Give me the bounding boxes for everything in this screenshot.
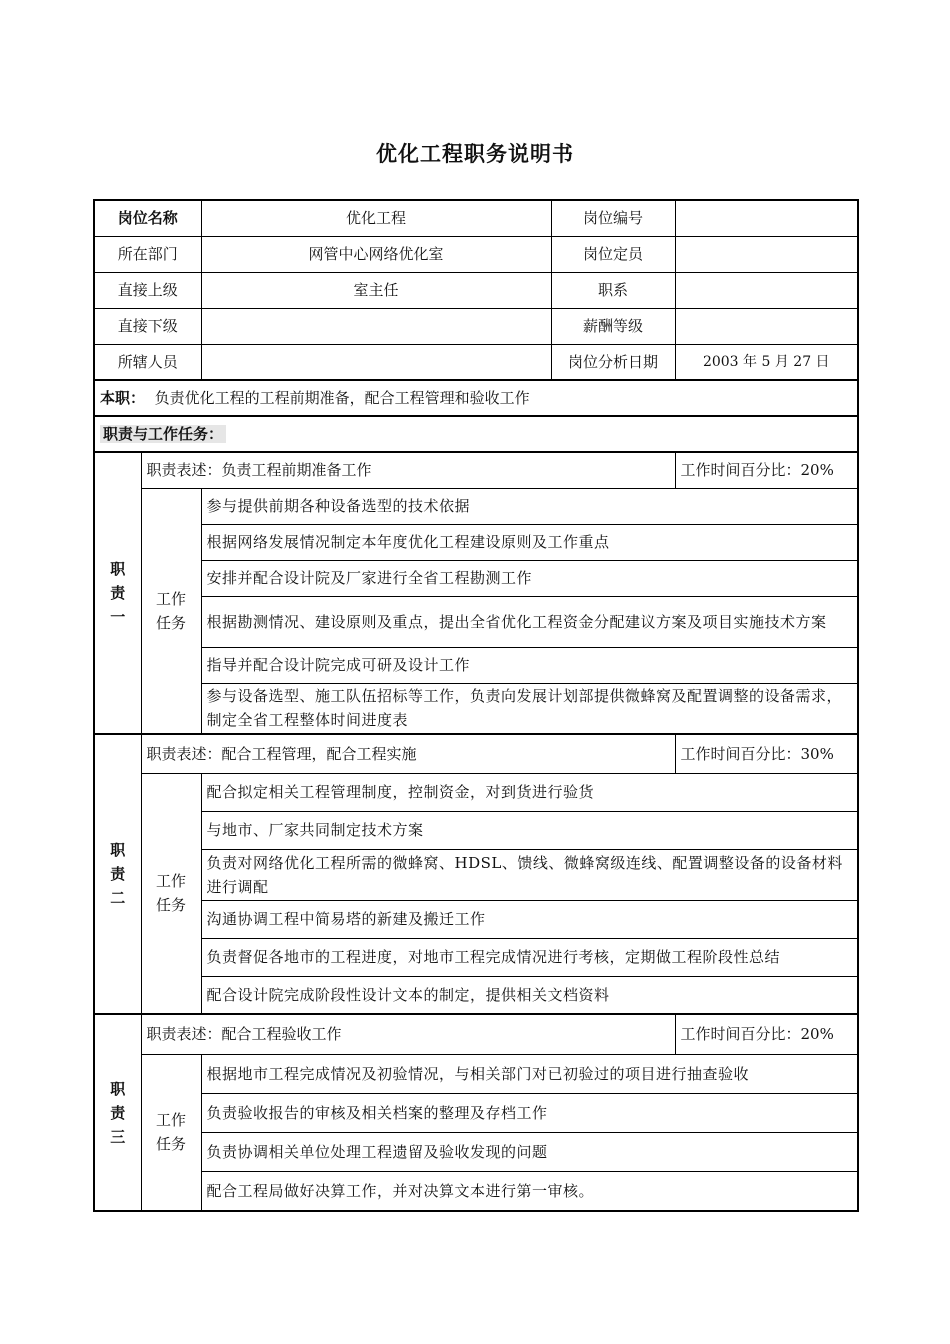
header-label: 岗位名称	[94, 200, 201, 236]
header-label: 所在部门	[94, 236, 201, 272]
header-value: 优化工程	[201, 200, 551, 236]
task-item: 负责对网络优化工程所需的微蜂窝、HDSL、馈线、微蜂窝级连线、配置调整设备的设备材料进行调配	[201, 849, 858, 900]
header-value: 网管中心网络优化室	[201, 236, 551, 272]
header-label: 职系	[551, 272, 675, 308]
task-item: 指导并配合设计院完成可研及设计工作	[201, 647, 858, 683]
header-row	[94, 344, 858, 380]
task-row	[94, 938, 858, 976]
task-item: 根据地市工程完成情况及初验情况，与相关部门对已初验过的项目进行抽查验收	[201, 1054, 858, 1093]
task-item: 根据勘测情况、建设原则及重点，提出全省优化工程资金分配建议方案及项目实施技术方案	[201, 596, 858, 647]
duties-heading: 职责与工作任务：	[100, 425, 226, 443]
header-label: 岗位定员	[551, 236, 675, 272]
task-row	[94, 596, 858, 647]
header-label: 岗位分析日期	[551, 344, 675, 380]
task-row	[94, 488, 858, 524]
task-row	[94, 773, 858, 811]
header-row	[94, 272, 858, 308]
task-row	[94, 1054, 858, 1093]
duty-description: 职责表述：配合工程管理，配合工程实施	[141, 734, 675, 773]
work-task-label: 工作 任务	[141, 773, 201, 1014]
work-task-label: 工作 任务	[141, 488, 201, 734]
duty-percent: 工作时间百分比：20%	[675, 452, 858, 488]
benzhi-text: 负责优化工程的工程前期准备，配合工程管理和验收工作	[154, 389, 530, 407]
header-value	[201, 344, 551, 380]
task-item: 负责督促各地市的工程进度，对地市工程完成情况进行考核，定期做工程阶段性总结	[201, 938, 858, 976]
header-label: 直接下级	[94, 308, 201, 344]
header-row	[94, 236, 858, 272]
benzhi-row	[94, 380, 858, 416]
page-title: 优化工程职务说明书	[376, 142, 574, 166]
header-label: 所辖人员	[94, 344, 201, 380]
benzhi-label: 本职：	[100, 389, 146, 407]
task-row	[94, 1093, 858, 1132]
task-row	[94, 1171, 858, 1211]
duty-description-row	[94, 734, 858, 773]
task-item: 配合工程局做好决算工作，并对决算文本进行第一审核。	[201, 1171, 858, 1211]
duty-label: 职 责 一	[94, 452, 141, 734]
duty-description-row	[94, 1014, 858, 1054]
header-value	[675, 236, 858, 272]
header-value: 室主任	[201, 272, 551, 308]
header-label: 岗位编号	[551, 200, 675, 236]
task-row	[94, 683, 858, 734]
duty-description: 职责表述：负责工程前期准备工作	[141, 452, 675, 488]
task-row	[94, 560, 858, 596]
task-item: 负责验收报告的审核及相关档案的整理及存档工作	[201, 1093, 858, 1132]
task-item: 配合拟定相关工程管理制度，控制资金，对到货进行验货	[201, 773, 858, 811]
duty-description-row	[94, 452, 858, 488]
benzhi-cell	[94, 380, 858, 416]
header-label: 直接上级	[94, 272, 201, 308]
header-value	[675, 272, 858, 308]
task-row	[94, 849, 858, 900]
header-value	[675, 308, 858, 344]
job-description-table	[93, 199, 859, 1212]
task-item: 安排并配合设计院及厂家进行全省工程勘测工作	[201, 560, 858, 596]
task-row	[94, 976, 858, 1014]
duty-percent: 工作时间百分比：30%	[675, 734, 858, 773]
task-row	[94, 524, 858, 560]
task-item: 根据网络发展情况制定本年度优化工程建设原则及工作重点	[201, 524, 858, 560]
task-item: 参与设备选型、施工队伍招标等工作，负责向发展计划部提供微蜂窝及配置调整的设备需求，制定全省工程整体时间进度表	[201, 683, 858, 734]
task-item: 沟通协调工程中简易塔的新建及搬迁工作	[201, 900, 858, 938]
task-row	[94, 1132, 858, 1171]
duty-percent: 工作时间百分比：20%	[675, 1014, 858, 1054]
header-row	[94, 308, 858, 344]
header-value	[675, 200, 858, 236]
task-row	[94, 900, 858, 938]
work-task-label: 工作 任务	[141, 1054, 201, 1211]
task-row	[94, 647, 858, 683]
task-item: 配合设计院完成阶段性设计文本的制定，提供相关文档资料	[201, 976, 858, 1014]
task-row	[94, 811, 858, 849]
duty-label: 职 责 二	[94, 734, 141, 1014]
task-item: 负责协调相关单位处理工程遗留及验收发现的问题	[201, 1132, 858, 1171]
task-item: 参与提供前期各种设备选型的技术依据	[201, 488, 858, 524]
duty-label: 职 责 三	[94, 1014, 141, 1211]
duties-heading-row	[94, 416, 858, 452]
header-row	[94, 200, 858, 236]
duties-heading-cell	[94, 416, 858, 452]
analysis-date: 2003 年 5 月 27 日	[675, 344, 858, 380]
duty-description: 职责表述：配合工程验收工作	[141, 1014, 675, 1054]
task-item: 与地市、厂家共同制定技术方案	[201, 811, 858, 849]
header-label: 薪酬等级	[551, 308, 675, 344]
header-value	[201, 308, 551, 344]
